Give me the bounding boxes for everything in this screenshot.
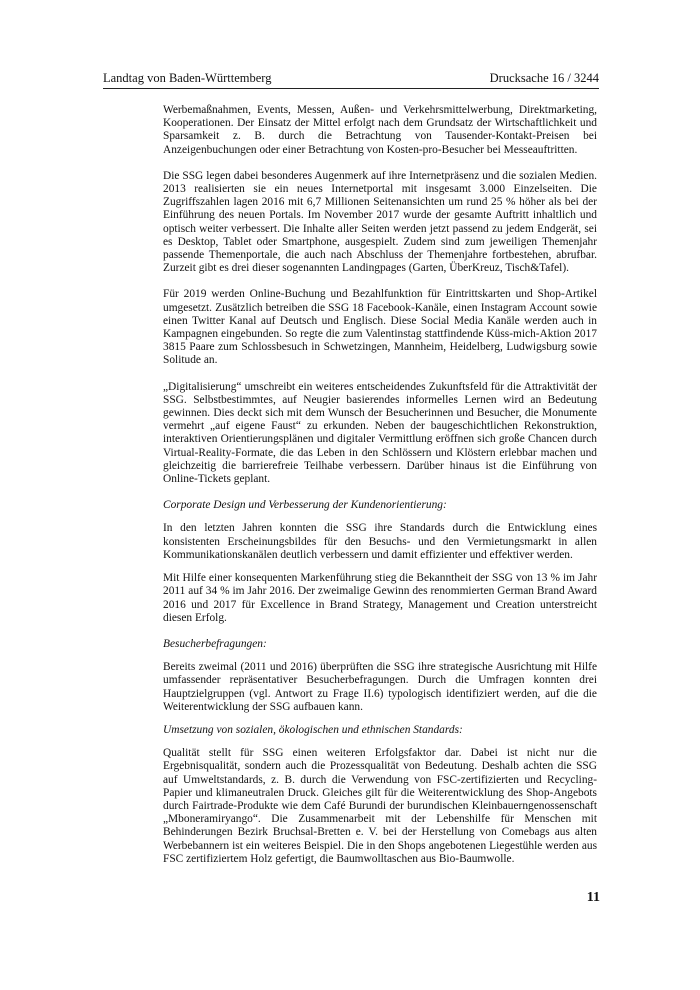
header-parliament-name: Landtag von Baden-Württemberg [103,71,272,85]
page-header [103,68,599,89]
header-document-number: Drucksache 16 / 3244 [489,71,599,85]
paragraph-advertising-measures: Werbemaßnahmen, Events, Messen, Außen- und Verkehrsmittelwerbung, Direktmarketing, Kooperationen. Der Einsatz der Mittel erfolgt nach dem Grundsatz der Wirtschaftlichkeit und Sparsamkeit z. B. durch die Betrachtung von Tausender-Kontakt-Preisen bei Anzeigenbuchungen oder einer Betrachtung von Kosten-pro-Besucher bei Messeauftritten. [163,104,597,156]
section-heading-standards: Umsetzung von sozialen, ökologischen und ethnischen Standards: [163,723,463,736]
section-heading-corporate-design: Corporate Design und Verbesserung der Kundenorientierung: [163,499,447,512]
paragraph-internet-presence: Die SSG legen dabei besonderes Augenmerk auf ihre Internetpräsenz und die sozialen Medien. 2013 realisierten sie ein neues Internetportal mit insgesamt 3.000 Einzelseiten. Die Zugriffszahlen lagen 2016 mit 6,7 Millionen Seitenansichten um rund 25 % höher als bei der Einführung des neuen Portals. Im November 2017 wurde der gesamte Auftritt inhaltlich und optisch weiter verbessert. Die Inhalte aller Seiten werden jetzt passend zu jedem Endgerät, sei es Desktop, Tablet oder Smartphone, ausgespielt. Zudem sind zum jeweiligen Themenjahr passende Themenportale, die auch nach Abschluss der Themenjahre fortbestehen, abrufbar. Zurzeit gibt es drei dieser sogenannten Landingpages (Garten, ÜberKreuz, Tisch&Tafel). [163,169,597,275]
paragraph-corporate-design: In den letzten Jahren konnten die SSG ihre Standards durch die Entwicklung eines konsistenten Erscheinungsbildes für den Besuchs- und den Vermietungsmarkt in allen Kommunikationskanälen deutlich verbessern und damit effizienter und effektiver werden. [163,522,597,561]
paragraph-online-booking-social-media: Für 2019 werden Online-Buchung und Bezahlfunktion für Eintrittskarten und Shop-Artikel umgesetzt. Zusätzlich betreiben die SSG 18 Facebook-Kanäle, einen Instagram Account sowie einen Twitter Kanal auf Deutsch und Englisch. Diese Social Media Kanäle werden auch in Kampagnen eingebunden. So regte die zum Valentinstag stattfindende Küss-mich-Aktion 2017 3815 Paare zum Schlossbesuch in Schwetzingen, Mannheim, Heidelberg, Ludwigsburg sowie Solitude an. [163,288,597,367]
document-body [163,104,597,879]
paragraph-digitalisation: „Digitalisierung“ umschreibt ein weiteres entscheidendes Zukunftsfeld für die Attraktivität der SSG. Selbstbestimmtes, auf Neugier basierendes informelles Lernen wird an Bedeutung gewinnen. Dies deckt sich mit dem Wunsch der Besucherinnen und Besucher, die Monumente vermehrt „auf eigene Faust“ zu erkunden. Neben der baugeschichtlichen Rekonstruktion, interaktiven Orientierungsplänen und digitaler Vermittlung eröffnen sich große Chancen durch Virtual-Reality-Formate, die das Leben in den Schlössern und Klöstern erlebbar machen und gleichzeitig die barrierefreie Teilhabe verbessern. Darüber hinaus ist die Einführung von Online-Tickets geplant. [163,380,597,486]
paragraph-brand-management: Mit Hilfe einer konsequenten Markenführung stieg die Bekanntheit der SSG von 13 % im Jahr 2011 auf 34 % im Jahr 2016. Der zweimalige Gewinn des renommierten German Brand Award 2016 und 2017 für Excellence in Brand Strategy, Management und Creation unterstreicht diesen Erfolg. [163,572,597,624]
page-number: 11 [586,890,600,905]
paragraph-quality-standards: Qualität stellt für SSG einen weiteren Erfolgsfaktor dar. Dabei ist nicht nur die Ergebnisqualität, sondern auch die Prozessqualität von Bedeutung. Deshalb achten die SSG auf Umweltstandards, z. B. durch die Verwendung von FSC-zertifizierten und Recycling-Papier und klimaneutralen Druck. Gleiches gilt für die Weiterentwicklung des Shop-Angebots durch Fairtrade-Produkte wie dem Café Burundi der burundischen Kleinbauerngenossenschaft „Mboneramiryango“. Die Zusammenarbeit mit der Lebenshilfe für Menschen mit Behinderungen Bezirk Bruchsal-Bretten e. V. bei der Herstellung von Comebags aus alten Werbebannern ist ein weiteres Beispiel. Die in den Shops angebotenen Liegestühle werden aus FSC zertifiziertem Holz gefertigt, die Baumwolltaschen aus Bio-Baumwolle. [163,747,597,865]
paragraph-visitor-surveys: Bereits zweimal (2011 und 2016) überprüften die SSG ihre strategische Ausrichtung mit Hilfe umfassender repräsentativer Besucherbefragungen. Durch die Umfragen konnten drei Hauptzielgruppen (vgl. Antwort zu Frage II.6) typologisch identifiziert werden, auf die die Weiterentwicklung der SSG aufbauen kann. [163,661,597,713]
section-heading-visitor-surveys: Besucherbefragungen: [163,637,267,650]
